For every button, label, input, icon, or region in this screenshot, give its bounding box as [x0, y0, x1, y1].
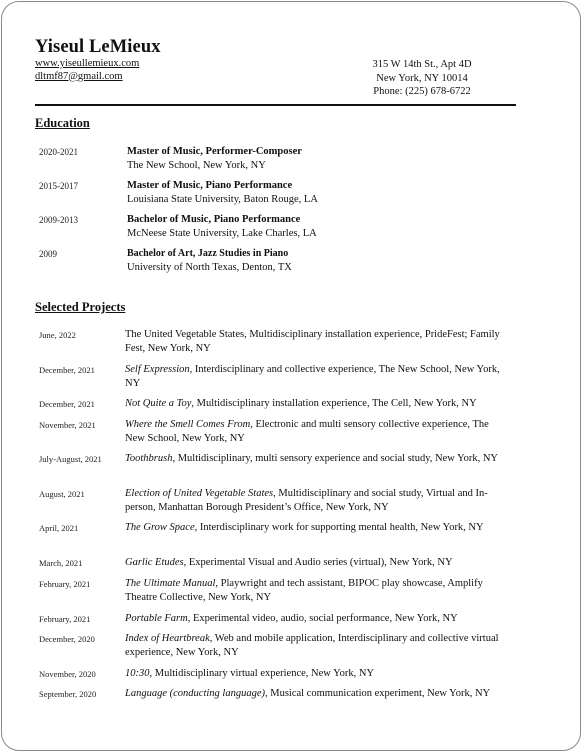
project-description: , Electronic and multi sensory collective experience, The New School, New York, NY: [125, 419, 489, 444]
education-degree: Bachelor of Art, Jazz Studies in Piano: [127, 248, 289, 259]
contact-address: [322, 58, 522, 99]
education-school: Louisiana State University, Baton Rouge, LA: [127, 193, 318, 205]
education-degree: Bachelor of Music, Piano Performance: [127, 214, 301, 225]
projects-heading: Selected Projects: [35, 300, 126, 314]
project-title: 10:30: [125, 668, 150, 679]
project-date: December, 2021: [39, 399, 95, 409]
education-degree: Master of Music, Performer-Composer: [127, 146, 302, 157]
education-school: The New School, New York, NY: [127, 159, 266, 171]
project-description: , Musical communication experiment, New York, NY: [264, 688, 491, 699]
project-title: Toothbrush: [125, 453, 173, 464]
project-description: , Multidisciplinary virtual experience, New York, NY: [149, 668, 375, 679]
education-date: 2009: [39, 249, 57, 259]
education-school: McNeese State University, Lake Charles, LA: [127, 227, 317, 239]
project-title: Self Expression: [125, 364, 190, 375]
resume-name: Yiseul LeMieux: [35, 37, 161, 57]
resume-page: [1, 1, 581, 751]
project-title: Election of United Vegetable States: [125, 488, 274, 499]
project-title: Language (conducting language): [125, 688, 265, 699]
education-heading: Education: [35, 116, 90, 130]
project-description: , Interdisciplinary work for supporting mental health, New York, NY: [194, 522, 484, 533]
education-degree: Master of Music, Piano Performance: [127, 180, 293, 191]
project-title: Garlic Etudes: [125, 557, 184, 568]
project-description: , Multidisciplinary, multi sensory experience and social study, New York, NY: [172, 453, 499, 464]
project-description: , Experimental Visual and Audio series (virtual), New York, NY: [183, 557, 453, 568]
project-description: , Playwright and tech assistant, BIPOC play showcase, Amplify Theatre Collective, New York, NY: [125, 578, 483, 603]
project-title: Where the Smell Comes From: [125, 419, 251, 430]
project-date: November, 2021: [39, 420, 96, 430]
email-link[interactable]: dltmf87@gmail.com: [35, 70, 123, 82]
phone: Phone: (225) 678-6722: [373, 86, 471, 97]
header-divider: [35, 104, 516, 106]
education-school: University of North Texas, Denton, TX: [127, 261, 292, 273]
project-date: July-August, 2021: [39, 454, 102, 464]
project-description: , Multidisciplinary installation experience, The Cell, New York, NY: [191, 398, 477, 409]
address-line-2: New York, NY 10014: [376, 72, 468, 84]
website-link[interactable]: www.yiseullemieux.com: [35, 58, 140, 69]
project-title: The Grow Space: [125, 522, 195, 533]
project-date: November, 2020: [39, 669, 96, 679]
project-description: , Interdisciplinary and collective experience, The New School, New York, NY: [125, 364, 500, 389]
project-date: September, 2020: [39, 689, 97, 699]
project-date: March, 2021: [39, 558, 83, 568]
project-date: February, 2021: [39, 614, 91, 624]
project-date: December, 2021: [39, 365, 95, 375]
education-date: 2015-2017: [39, 181, 78, 191]
project-title: The Ultimate Manual: [125, 578, 216, 589]
project-date: February, 2021: [39, 579, 91, 589]
project-description: , Experimental video, audio, social performance, New York, NY: [187, 613, 458, 624]
project-title: Portable Farm: [125, 613, 188, 624]
address-line-1: 315 W 14th St., Apt 4D: [372, 59, 472, 70]
project-description: The United Vegetable States, Multidisciplinary installation experience, PrideFest; Family Fest, New York, NY: [125, 329, 500, 354]
project-description: , Multidisciplinary and social study, Virtual and In-person, Manhattan Borough President’s Office, New York, NY: [125, 488, 488, 513]
education-date: 2020-2021: [39, 147, 78, 157]
project-title: Index of Heartbreak: [125, 633, 210, 644]
project-date: June, 2022: [39, 330, 76, 340]
project-description: , Web and mobile application, Interdisciplinary and collective virtual experience, New York, NY: [125, 633, 499, 658]
project-date: December, 2020: [39, 634, 95, 644]
contact-links: [35, 58, 139, 83]
education-date: 2009-2013: [39, 215, 78, 225]
project-title: Not Quite a Toy: [125, 398, 192, 409]
project-date: April, 2021: [39, 523, 79, 533]
project-date: August, 2021: [39, 489, 85, 499]
